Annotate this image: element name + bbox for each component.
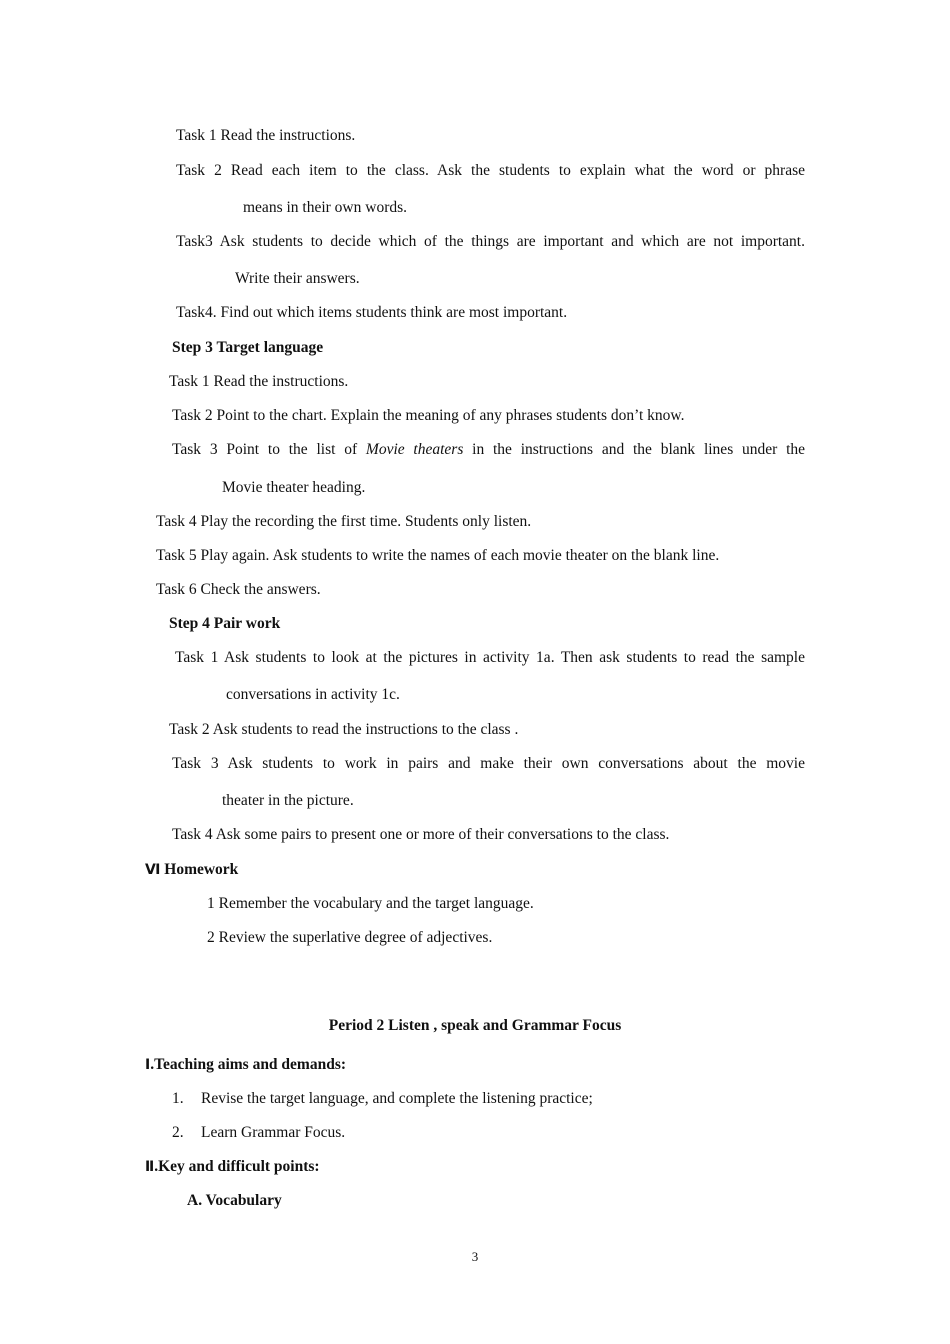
step4-task2: Task 2 Ask students to read the instructions to the class . [169, 721, 519, 738]
step4-heading: Step 4 Pair work [169, 615, 281, 632]
step3-task6: Task 6 Check the answers. [156, 581, 321, 598]
aims-item-2-number: 2. [172, 1124, 184, 1141]
step4-task4: Task 4 Ask some pairs to present one or more of their conversations to the class. [172, 826, 670, 843]
step3-task3-line2: Movie theater heading. [222, 479, 366, 496]
step2-task3-line2: Write their answers. [235, 270, 360, 287]
step3-task3-line1 [172, 440, 805, 460]
step2-task2-line2: means in their own words. [243, 199, 408, 216]
aims-heading [145, 1055, 346, 1075]
aims-item-1-text: Revise the target language, and complete the listening practice; [201, 1090, 593, 1107]
step4-task1-line1: Task 1 Ask students to look at the pictures in activity 1a. Then ask students to read the sample [175, 649, 805, 666]
step4-task3-line2: theater in the picture. [222, 792, 354, 809]
step2-task1: Task 1 Read the instructions. [176, 127, 356, 144]
homework-item-1: 1 Remember the vocabulary and the target language. [207, 895, 534, 912]
step3-heading: Step 3 Target language [172, 339, 324, 356]
step3-task2: Task 2 Point to the chart. Explain the meaning of any phrases students don’t know. [172, 407, 685, 424]
aims-item-2-text: Learn Grammar Focus. [201, 1124, 346, 1141]
key-points-heading [145, 1157, 320, 1177]
step4-task1-line2: conversations in activity 1c. [226, 686, 400, 703]
aims-item-2 [172, 1123, 345, 1143]
step2-task4: Task4. Find out which items students think are most important. [176, 304, 568, 321]
aims-numeral: Ⅰ [145, 1057, 151, 1073]
aims-title: .Teaching aims and demands: [150, 1056, 347, 1073]
step3-task4: Task 4 Play the recording the first time. Students only listen. [156, 513, 532, 530]
step3-task3-post: in the instructions and the blank lines under the [472, 441, 806, 458]
page-number: 3 [471, 1249, 479, 1264]
step3-task3-emphasis: Movie theaters [365, 441, 464, 458]
homework-heading [145, 860, 238, 880]
homework-item-2: 2 Review the superlative degree of adjectives. [207, 929, 493, 946]
vocabulary-heading: A. Vocabulary [187, 1192, 282, 1209]
homework-title: Homework [164, 861, 239, 878]
step3-task1: Task 1 Read the instructions. [169, 373, 349, 390]
period2-title: Period 2 Listen , speak and Grammar Focus [328, 1017, 622, 1034]
aims-item-1 [172, 1089, 593, 1109]
key-points-title: .Key and difficult points: [154, 1158, 320, 1175]
step2-task2-line1: Task 2 Read each item to the class. Ask the students to explain what the word or phrase [176, 162, 805, 179]
step3-task5: Task 5 Play again. Ask students to write the names of each movie theater on the blank line. [156, 547, 720, 564]
step4-task3-line1: Task 3 Ask students to work in pairs and make their own conversations about the movie [172, 755, 805, 772]
step3-task3-pre: Task 3 Point to the list of [172, 441, 358, 458]
aims-item-1-number: 1. [172, 1090, 184, 1107]
key-points-numeral: Ⅱ [145, 1159, 155, 1175]
homework-numeral: Ⅵ [145, 862, 161, 878]
step2-task3-line1: Task3 Ask students to decide which of the things are important and which are not important. [176, 233, 805, 250]
